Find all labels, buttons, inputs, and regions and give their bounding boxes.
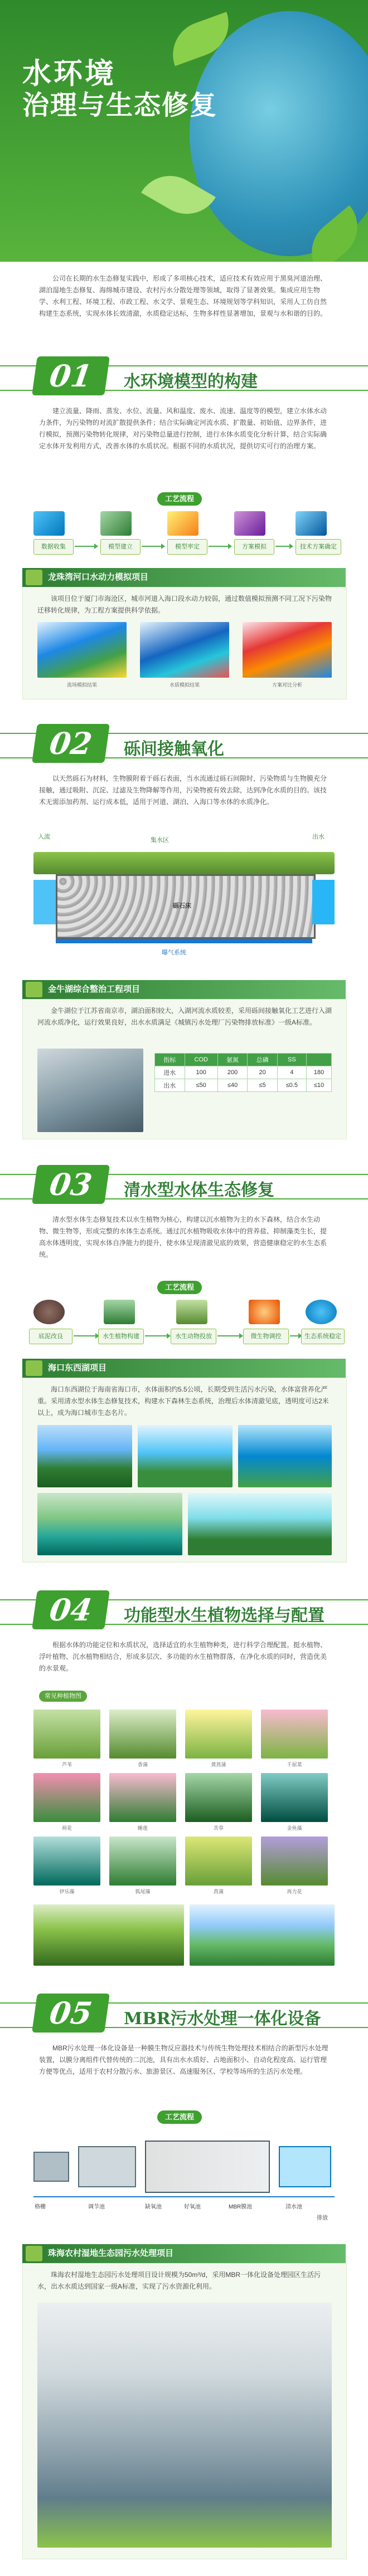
project-text: 珠海农村湿地生态园污水处理项目设计规模为50m³/d，采用MBR一体化设备处理园区生活污水，出水水质达到国家一级A标准，实现了污水资源化利用。 xyxy=(37,2271,321,2290)
simulation-image xyxy=(243,622,332,678)
intro-paragraph: 公司在长期的水生态修复实践中，形成了多项核心技术，适应技术有效应用于黑臭河道治理、湖泊湿地生态修复、海绵城市建设、农村污水分散处理等领域，取得了显著效果。集成应用生物学、水利工程、环境工程、市政工程、水文学、景观生态、环境规划等学科知识，采用人工仿自然构建生态系统，实现水体长效清澈，水质稳定达标，生物多样性显著增加，景观与水和谐的目的。 xyxy=(39,275,327,317)
flow-step: 方案模拟 xyxy=(234,539,274,555)
section-number: 01 xyxy=(32,356,110,395)
section-04-header xyxy=(0,1590,368,1630)
table-cell: 100 xyxy=(185,1066,217,1079)
hero-title: 水环境 xyxy=(22,58,117,90)
section-01-header xyxy=(0,356,368,396)
table-cell: ≤5 xyxy=(248,1079,278,1092)
landscape-photo xyxy=(33,1904,184,1966)
inflow-water xyxy=(33,880,56,924)
grille-tank xyxy=(33,2152,69,2182)
plant-caption: 伊乐藻 xyxy=(59,1889,75,1894)
flow-image xyxy=(167,511,198,536)
simulation-image xyxy=(140,622,229,678)
diagram-label: 缺氧池 xyxy=(145,2204,162,2210)
table-header: COD xyxy=(185,1054,217,1066)
section-number: 03 xyxy=(32,1165,110,1204)
flow-title: 工艺流程 xyxy=(157,1281,202,1294)
section-02-text: 以天然砾石为材料，生物膜附着于砾石表面，当水流通过砾石间隙时，污染物质与生物膜充分接触，通过吸附、沉淀、过滤及生物降解等作用，污染物被有效去除，达到净化水质的目的。该技术无需添加药剂、运行成本低，适用于河道、湖泊、入海口等水体的水质净化。 xyxy=(39,775,327,806)
hero-banner xyxy=(0,0,368,262)
table-cell: ≤0.5 xyxy=(277,1079,306,1092)
table-header: SS xyxy=(277,1054,306,1066)
diagram-label: 砾石床 xyxy=(173,903,191,909)
section-title: 功能型水生植物选择与配置 xyxy=(124,1606,325,1625)
plant-caption: 苦草 xyxy=(213,1825,224,1831)
diagram-label: 格栅 xyxy=(35,2204,46,2210)
table-cell: 180 xyxy=(306,1066,331,1079)
flow-image xyxy=(104,1300,135,1324)
flow-title: 工艺流程 xyxy=(157,2110,202,2124)
table-row xyxy=(155,1066,332,1079)
section-04-text: 根据水体的功能定位和水质状况，选择适宜的水生植物种类，进行科学合理配置。挺水植物、浮叶植物、沉水植物相结合，形成多层次、多功能的水生植物群落，在净化水质的同时，营造优美的水景观。 xyxy=(39,1641,327,1672)
flow-arrow xyxy=(142,546,164,547)
project-photo xyxy=(37,1493,182,1555)
table-cell: 200 xyxy=(217,1066,248,1079)
table-cell: ≤10 xyxy=(306,1079,331,1092)
pipe-line xyxy=(33,2196,335,2197)
flow-arrow xyxy=(74,1335,98,1336)
project-01-panel xyxy=(22,587,347,699)
project-thumbnail xyxy=(26,2246,42,2261)
flow-step: 水生动物投放 xyxy=(171,1329,216,1344)
project-01-bar xyxy=(22,568,346,587)
flow-image xyxy=(100,511,132,536)
plant-caption: 黄菖蒲 xyxy=(211,1762,226,1767)
diagram-label: 好氧池 xyxy=(184,2204,201,2210)
diagram-label: 曝气系统 xyxy=(162,949,186,956)
plant-caption: 荷花 xyxy=(61,1825,72,1831)
diagram-label: 出水 xyxy=(312,834,325,840)
section-title: 清水型水体生态修复 xyxy=(124,1181,274,1200)
project-photo xyxy=(238,1425,332,1487)
project-photo xyxy=(138,1425,233,1487)
plant-photo xyxy=(261,1836,328,1886)
flow-step: 微生物调控 xyxy=(243,1329,289,1344)
section-02-header xyxy=(0,724,368,764)
section-number: 04 xyxy=(32,1590,110,1629)
image-caption: 水质模拟结果 xyxy=(169,682,200,688)
table-header: 氨氮 xyxy=(217,1054,248,1066)
gravel-contact-diagram xyxy=(33,830,335,969)
section-01-text: 建立流量、降雨、蒸发、水位、流量、风和温度、废水、流速、温度等的模型，建立水体水动力条件，为污染物的对流扩散提供条件；结合实际确定河流水质、扩散量、初始值、边界条件，进行模拟，预测污染物转化规律，对污染物总量进行控制，进行水体水质变化分析计算，结合实际确定水体开发利用方式，改善水体的水质状况。根据不同的水质状况，提供切实可行的治理方案。 xyxy=(39,407,327,450)
table-header: 指标 xyxy=(155,1054,185,1066)
table-cell: 20 xyxy=(248,1066,278,1079)
flow-step: 生态系统稳定 xyxy=(301,1329,345,1344)
project-text: 金牛湖位于江苏省南京市，湖泊面积较大，入湖河流水质较差，采用砾间接触氧化工艺进行入湖河流水质净化，运行效果良好，出水水质满足《城镇污水处理厂污染物排放标准》一级A标准。 xyxy=(37,1007,332,1026)
plant-photo xyxy=(109,1773,176,1822)
clean-water-tank xyxy=(279,2146,331,2187)
plant-caption: 金鱼藻 xyxy=(287,1825,302,1831)
flow-arrow xyxy=(217,1335,242,1336)
flow-arrow xyxy=(275,546,292,547)
plant-photo xyxy=(33,1710,100,1759)
project-photo xyxy=(37,1049,143,1132)
project-thumbnail xyxy=(26,982,42,997)
project-02-panel xyxy=(22,999,347,1139)
plant-photo xyxy=(261,1710,328,1759)
flow-arrow xyxy=(75,546,97,547)
project-text: 海口东西湖位于海南省海口市，水体面积约5.5公顷，长期受到生活污水污染，水体富营养化严重。采用清水型水体生态修复技术，构建水下森林生态系统，治理后水体清澈见底，透明度可达2米以上，成为海口城市生态名片。 xyxy=(37,1385,329,1417)
table-cell: ≤50 xyxy=(185,1079,217,1092)
project-title: 海口东西湖项目 xyxy=(48,1363,107,1373)
table-header: 总磷 xyxy=(248,1054,278,1066)
diagram-label: 入流 xyxy=(38,834,50,840)
project-title: 龙珠湾河口水动力模拟项目 xyxy=(48,572,149,582)
project-text: 该项目位于厦门市海沧区，城市河道入海口段水动力较弱，通过数值模拟预测不同工况下污染物迁移转化规律，为工程方案提供科学依据。 xyxy=(37,595,332,614)
plant-photo xyxy=(261,1773,328,1822)
project-03-bar xyxy=(22,1359,346,1378)
flow-image xyxy=(176,1300,207,1324)
flow-step: 技术方案确定 xyxy=(296,539,341,555)
table-cell: 进水 xyxy=(155,1066,185,1079)
flow-image xyxy=(33,511,65,536)
landscape-photo xyxy=(190,1904,335,1966)
flow-step: 底泥改良 xyxy=(29,1329,72,1344)
project-02-bar xyxy=(22,980,346,999)
plant-photo xyxy=(185,1836,252,1886)
plant-caption: 再力花 xyxy=(287,1889,302,1894)
diagram-label: 调节池 xyxy=(88,2204,105,2210)
plant-photo xyxy=(185,1773,252,1822)
diagram-label: MBR膜池 xyxy=(229,2204,253,2210)
section-05-header xyxy=(0,1994,368,2034)
section-number: 02 xyxy=(32,724,110,763)
table-cell: 4 xyxy=(277,1066,306,1079)
water-quality-table xyxy=(154,1053,332,1092)
image-caption: 方案对比分析 xyxy=(272,682,302,688)
table-row xyxy=(155,1079,332,1092)
plant-photo xyxy=(33,1836,100,1886)
plant-photo xyxy=(185,1710,252,1759)
project-05-panel xyxy=(22,2263,347,2559)
grass-surface xyxy=(33,852,335,874)
plant-caption: 菖蒲 xyxy=(213,1889,224,1894)
section-03-text: 清水型水体生态修复技术以水生植物为核心，构建以沉水植物为主的水下森林，结合水生动物、微生物等，形成完整的水体生态系统。通过沉水植物吸收水体中的营养盐、抑制藻类生长，提高水体透明度，实现水体自净能力的提升，使水体呈现清澈见底的效果，营造健康稳定的水生态系统。 xyxy=(39,1216,327,1258)
section-number: 05 xyxy=(32,1994,110,2033)
flow-arrow xyxy=(209,546,231,547)
table-cell: ≤40 xyxy=(217,1079,248,1092)
flow-image xyxy=(234,511,265,536)
flow-step: 水生植物构建 xyxy=(98,1329,144,1344)
simulation-image xyxy=(37,622,127,678)
mbr-unit xyxy=(145,2141,270,2193)
plant-caption: 芦苇 xyxy=(61,1762,72,1767)
plant-caption: 香蒲 xyxy=(137,1762,148,1767)
flow-step: 模型率定 xyxy=(167,539,207,555)
table-cell: 出水 xyxy=(155,1079,185,1092)
project-05-bar xyxy=(22,2244,346,2263)
flow-image xyxy=(33,1300,65,1324)
project-title: 金牛湖综合整治工程项目 xyxy=(48,985,141,994)
plant-photo xyxy=(109,1836,176,1886)
hero-subtitle: 治理与生态修复 xyxy=(22,91,218,120)
image-caption: 流场模拟结果 xyxy=(66,682,97,688)
project-03-panel xyxy=(22,1378,347,1563)
flow-image xyxy=(306,1300,337,1324)
diagram-label: 排放 xyxy=(317,2215,328,2221)
aeration-pipe xyxy=(56,939,312,943)
section-title: 水环境模型的构建 xyxy=(124,372,258,391)
plant-gallery-tag: 常见种植物图 xyxy=(39,1691,87,1702)
section-05-text: MBR污水处理一体化设备是一种膜生物反应器技术与传统生物处理技术相结合的新型污水处理装置，以膜分离组件代替传统的二沉池，具有出水水质好、占地面积小、自动化程度高、运行管理方便等优点，适用于农村分散污水、旅游景区、高速服务区、学校等场所的生活污水处理。 xyxy=(39,2044,328,2075)
project-photo xyxy=(188,1493,332,1555)
project-title: 珠海农村湿地生态园污水处理项目 xyxy=(48,2249,174,2258)
project-thumbnail xyxy=(26,1360,42,1376)
mbr-process-diagram xyxy=(33,2129,335,2230)
diagram-label: 清水池 xyxy=(285,2204,302,2210)
plant-caption: 狐尾藻 xyxy=(135,1889,151,1894)
flow-title: 工艺流程 xyxy=(157,492,202,506)
section-03-header xyxy=(0,1165,368,1205)
flow-arrow xyxy=(145,1335,170,1336)
plant-photo xyxy=(33,1773,100,1822)
section-title: MBR污水处理一体化设备 xyxy=(124,2009,321,2029)
flow-image xyxy=(249,1300,280,1324)
flow-step: 数据收集 xyxy=(33,539,74,555)
plant-caption: 睡莲 xyxy=(137,1825,148,1831)
flow-image xyxy=(296,511,327,536)
outflow-water xyxy=(312,880,335,924)
flow-step: 模型建立 xyxy=(100,539,141,555)
flow-arrow xyxy=(290,1335,301,1336)
project-photo xyxy=(37,1425,132,1487)
section-title: 砾间接触氧化 xyxy=(124,740,224,759)
project-thumbnail xyxy=(26,570,42,585)
regulating-tank xyxy=(78,2146,136,2187)
plant-caption: 千屈菜 xyxy=(287,1762,302,1767)
mbr-equipment-photo xyxy=(37,2303,332,2548)
plant-photo xyxy=(109,1710,176,1759)
diagram-label: 集水区 xyxy=(151,837,169,844)
